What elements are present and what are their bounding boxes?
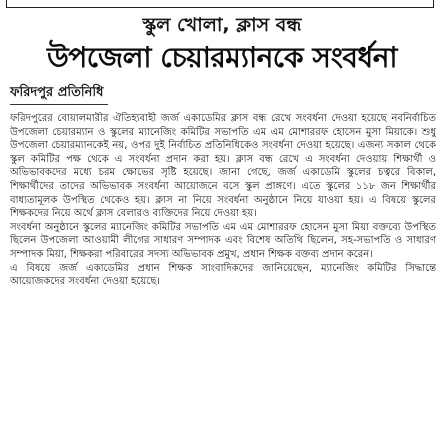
body-paragraph: ফরিদপুরের বোয়ালমারীর ঐতিহ্যবাহী জর্জ একাডেমির ক্লাস বন্ধ রেখে সংবর্ধনা দেওয়া হয়েছে নবনির্বাচিত উপজেলা চেয়ারম্যান ও স্কুলের ম্যানেজিং কমিটির সভাপতি এম এম মোশাররফ হোসেন মুসা মিয়াকে। শুধু উপজেলা চেয়ারম্যানকেই নয়, ওপর দুই নির্বাচিত প্রতিনিধিকেও সংবর্ধনা দেওয়া হয়েছে। এজন্য সকাল থেকে স্কুল কমিটির পক্ষ থেকে এ সংবর্ধনা প্রদান করা হয়। ক্লাস বন্ধ রেখে এ সংবর্ধনা দেওয়ায় শিক্ষার্থী ও অভিভাবকদের মধ্যে চরম ক্ষোভের সৃষ্টি হয়েছে। জানা গেছে, জর্জ একাডেমি স্কুলের চত্বরে বিকাল, শিক্ষার্থীদের তাদের অভিভাবক সংবর্ধনা আয়োজনে বসে স্কুল প্রাঙ্গণে। এতে স্কুলের ১১৮ জন শিক্ষার্থীর বাধ্যতামূলক উপস্থিত থেকেও হয়। ক্লাস না নিয়ে সংবর্ধনা অনুষ্ঠানে নিয়ে যাওয়া হয়। এ বিষয়ে স্কুলের শিক্ষকদের নিয়ে অর্থে ক্লাস বেলারও ব্যক্তিদের নিয়ে দেওয়া হয়। bbox=[10, 113, 436, 220]
kicker: স্কুল খোলা, ক্লাস বন্ধ bbox=[142, 14, 302, 36]
body-paragraph: সংবর্ধনা অনুষ্ঠানে স্কুলের ম্যানেজিং কমিটির সভাপতি এম এম মোশাররফ হোসেন মুসা মিয়া বক্তব্যে উপস্থিত ছিলেন উপজেলা আওয়ামী লীগের সাধারণ সম্পাদক এবং বিশেষ অতিথি ছিলেন, সহ-সভাপতি ও সাধারণ সম্পাদক মিয়া, শিক্ষকরা পরিবারের সদস্য অভিভাবক প্রমুখ, প্রধান শিক্ষক বক্তব্য প্রদান করেন। bbox=[10, 221, 436, 260]
headline: উপজেলা চেয়ারম্যানকে সংবর্ধনা bbox=[46, 41, 398, 74]
body-paragraph: এ বিষয়ে জর্জ একাডেমির প্রধান শিক্ষক সাংবাদিকদের জানিয়েছেন, ম্যানেজিং কমিটির সিদ্ধান্তে আয়োজকদের সংবর্ধনা দেওয়া হয়েছে। bbox=[10, 262, 436, 288]
article-body bbox=[10, 112, 436, 432]
previous-article-border bbox=[6, 0, 434, 8]
byline-underline bbox=[10, 104, 108, 105]
byline: ফরিদপুর প্রতিনিধি bbox=[10, 85, 104, 100]
